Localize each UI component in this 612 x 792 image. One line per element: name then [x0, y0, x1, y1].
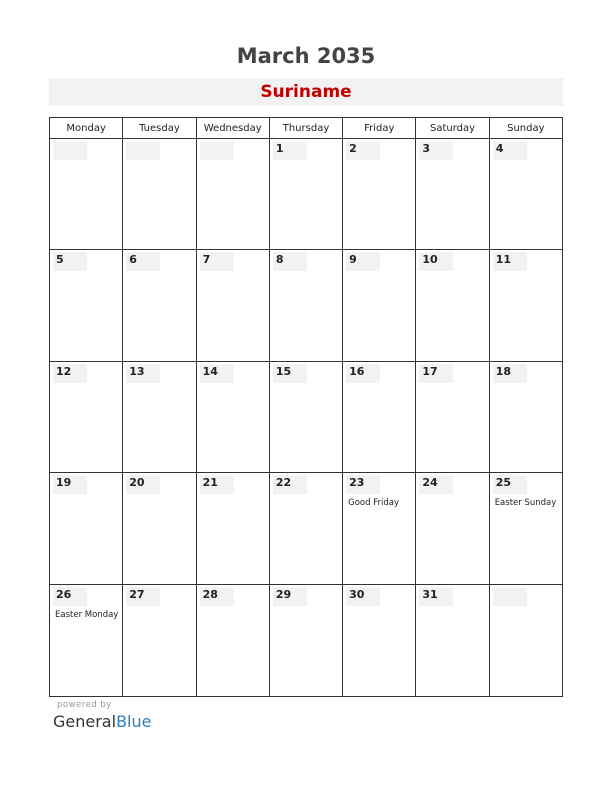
day-number: 11 [495, 253, 511, 267]
day-number: 19 [56, 476, 72, 490]
day-cell-22 [270, 473, 343, 583]
week-row [50, 250, 562, 361]
weekday-saturday: Saturday [416, 118, 489, 138]
weekday-thursday: Thursday [270, 118, 343, 138]
day-number: 24 [422, 476, 438, 490]
day-cell-29 [270, 585, 343, 696]
day-number: 21 [202, 476, 218, 490]
day-number-box [126, 141, 160, 160]
day-number-box [493, 587, 527, 606]
weekday-header-row [50, 118, 562, 139]
empty-day-cell [123, 139, 196, 249]
day-number: 4 [495, 142, 504, 155]
day-cell-2 [343, 139, 416, 249]
day-cell-19 [50, 473, 123, 583]
day-number: 30 [349, 587, 365, 601]
day-cell-24 [416, 473, 489, 583]
day-cell-23 [343, 473, 416, 583]
day-number: 7 [202, 253, 211, 267]
day-number: 26 [56, 587, 72, 601]
day-cell-3 [416, 139, 489, 249]
day-number: 13 [129, 364, 145, 378]
day-cell-16 [343, 362, 416, 472]
day-number: 9 [349, 253, 357, 267]
empty-day-cell [50, 139, 123, 249]
holiday-label: Easter Monday [55, 609, 119, 620]
brand-general: General [53, 712, 117, 731]
day-cell-4 [490, 139, 562, 249]
day-number: 1 [275, 142, 284, 155]
weekday-friday: Friday [343, 118, 416, 138]
day-cell-9 [343, 250, 416, 360]
day-cell-11 [490, 250, 562, 360]
day-cell-27 [123, 585, 196, 696]
day-cell-26 [50, 585, 123, 696]
day-number: 6 [129, 253, 137, 267]
day-number: 10 [422, 253, 438, 267]
empty-day-cell [490, 585, 562, 696]
day-number: 31 [422, 587, 438, 601]
day-cell-25 [490, 473, 562, 583]
weekday-tuesday: Tuesday [123, 118, 196, 138]
country-banner [49, 78, 563, 106]
day-number: 8 [275, 253, 284, 267]
powered-by-text: powered by [57, 700, 112, 710]
day-cell-14 [197, 362, 270, 472]
day-number: 27 [129, 587, 145, 601]
day-cell-31 [416, 585, 489, 696]
day-number: 28 [202, 587, 218, 601]
week-row [50, 473, 562, 584]
day-number: 22 [275, 476, 292, 490]
day-cell-13 [123, 362, 196, 472]
week-row [50, 585, 562, 696]
week-row [50, 362, 562, 473]
day-cell-10 [416, 250, 489, 360]
brand-blue: Blue [116, 712, 152, 731]
generalblue-logo[interactable] [53, 712, 151, 731]
country-name: Suriname [260, 82, 352, 102]
day-cell-1 [270, 139, 343, 249]
day-cell-6 [123, 250, 196, 360]
day-cell-7 [197, 250, 270, 360]
day-cell-15 [270, 362, 343, 472]
day-number: 15 [275, 364, 292, 378]
holiday-label: Good Friday [348, 498, 399, 509]
day-cell-21 [197, 473, 270, 583]
day-cell-18 [490, 362, 562, 472]
day-cell-20 [123, 473, 196, 583]
day-cell-5 [50, 250, 123, 360]
weekday-sunday: Sunday [507, 123, 545, 134]
calendar-weeks [50, 139, 562, 696]
day-number: 29 [275, 587, 292, 601]
day-number: 14 [202, 364, 218, 378]
day-cell-12 [50, 362, 123, 472]
day-number-box [53, 141, 87, 160]
day-number: 18 [495, 364, 511, 378]
day-cell-8 [270, 250, 343, 360]
page-title: March 2035 [236, 44, 376, 68]
day-number: 2 [349, 142, 357, 155]
day-cell-17 [416, 362, 489, 472]
day-number-box [200, 141, 234, 160]
empty-day-cell [197, 139, 270, 249]
holiday-label: Easter Sunday [494, 498, 557, 509]
day-number: 16 [349, 364, 365, 378]
day-cell-30 [343, 585, 416, 696]
day-number: 12 [56, 364, 72, 378]
day-number: 23 [349, 476, 365, 490]
day-number: 20 [129, 476, 145, 490]
weekday-monday: Monday [50, 118, 123, 138]
day-number: 3 [422, 142, 431, 155]
week-row [50, 139, 562, 250]
day-cell-28 [197, 585, 270, 696]
weekday-wednesday: Wednesday [197, 118, 270, 138]
calendar-grid [49, 117, 563, 697]
day-number: 17 [422, 364, 438, 378]
day-number: 5 [56, 253, 64, 267]
day-number: 25 [495, 476, 511, 490]
